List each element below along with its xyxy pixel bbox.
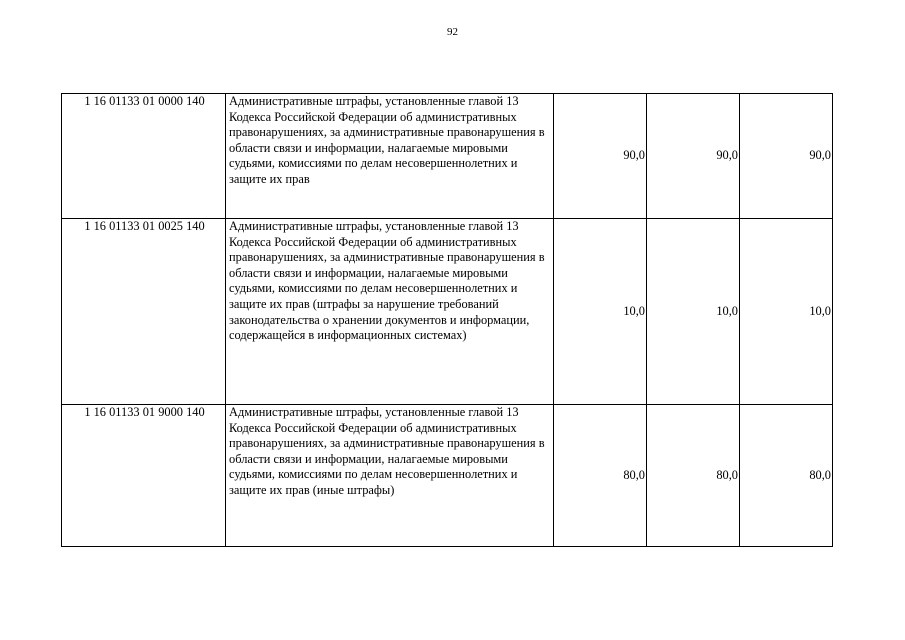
amount-cell-year-2: 10,0 xyxy=(647,219,740,405)
amount-cell-year-2: 90,0 xyxy=(647,94,740,219)
amount-cell-year-3: 80,0 xyxy=(740,405,833,547)
budget-table xyxy=(61,93,833,547)
table-row xyxy=(62,219,833,405)
amount-cell-year-1: 90,0 xyxy=(554,94,647,219)
revenue-code-cell: 1 16 01133 01 9000 140 xyxy=(62,405,226,547)
revenue-code-cell: 1 16 01133 01 0025 140 xyxy=(62,219,226,405)
description-cell: Административные штрафы, установленные главой 13 Кодекса Российской Федерации об административных правонарушениях, за административные правонарушения в области связи и информации, налагаемые мировыми судьями, комиссиями по делам несовершеннолетних и защите их прав xyxy=(226,94,554,219)
description-cell: Административные штрафы, установленные главой 13 Кодекса Российской Федерации об административных правонарушениях, за административные правонарушения в области связи и информации, налагаемые мировыми судьями, комиссиями по делам несовершеннолетних и защите их прав (иные штрафы) xyxy=(226,405,554,547)
amount-cell-year-2: 80,0 xyxy=(647,405,740,547)
amount-cell-year-3: 90,0 xyxy=(740,94,833,219)
amount-cell-year-1: 80,0 xyxy=(554,405,647,547)
page-number: 92 xyxy=(447,26,458,38)
amount-cell-year-1: 10,0 xyxy=(554,219,647,405)
table-row xyxy=(62,405,833,547)
description-cell: Административные штрафы, установленные главой 13 Кодекса Российской Федерации об административных правонарушениях, за административные правонарушения в области связи и информации, налагаемые мировыми судьями, комиссиями по делам несовершеннолетних и защите их прав (штрафы за нарушение требований законодательства о хранении документов и информации, содержащейся в информационных системах) xyxy=(226,219,554,405)
amount-cell-year-3: 10,0 xyxy=(740,219,833,405)
table-row xyxy=(62,94,833,219)
revenue-code-cell: 1 16 01133 01 0000 140 xyxy=(62,94,226,219)
